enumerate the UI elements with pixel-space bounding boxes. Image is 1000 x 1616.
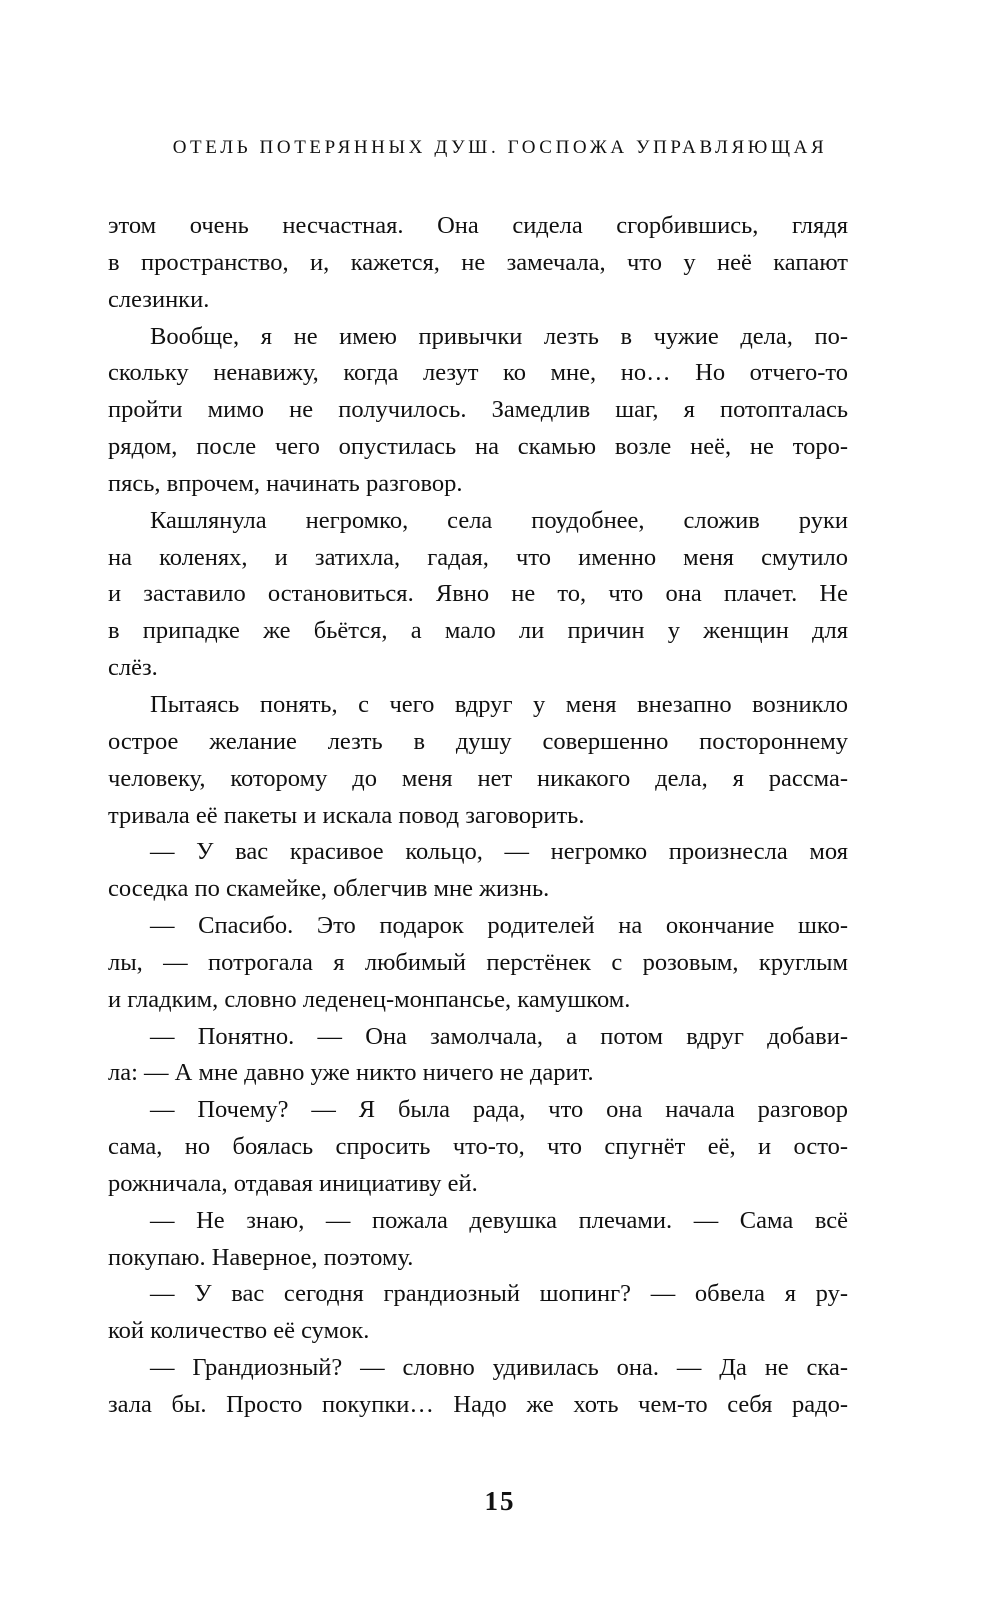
text-line: острое желание лезть в душу совершенно постороннему — [108, 727, 848, 755]
text-line: соседка по скамейке, облегчив мне жизнь. — [108, 875, 550, 903]
text-line: ла: — А мне давно уже никто ничего не дарит. — [108, 1059, 594, 1087]
text-line: зала бы. Просто покупки… Надо же хоть чем-то себя радо- — [108, 1391, 848, 1418]
text-line: пройти мимо не получилось. Замедлив шаг, я потопталась — [108, 396, 848, 424]
text-line: Кашлянула негромко, села поудобнее, сложив руки — [150, 506, 848, 534]
text-line: сама, но боялась спросить что-то, что спугнёт её, и осто- — [108, 1133, 848, 1161]
text-line: этом очень несчастная. Она сидела сгорбившись, глядя — [108, 212, 848, 239]
text-line: на коленях, и затихла, гадая, что именно меня смутило — [108, 543, 848, 571]
text-line: человеку, которому до меня нет никакого дела, я рассма- — [108, 764, 848, 792]
text-line: покупаю. Наверное, поэтому. — [108, 1243, 414, 1271]
text-line: Пытаясь понять, с чего вдруг у меня внезапно возникло — [150, 690, 848, 718]
text-line: в припадке же бьётся, а мало ли причин у женщин для — [108, 617, 848, 645]
text-line: — У вас красивое кольцо, — негромко произнесла моя — [150, 838, 848, 866]
text-line: — Спасибо. Это подарок родителей на окончание шко- — [150, 912, 848, 940]
running-header-title: ОТЕЛЬ ПОТЕРЯННЫХ ДУШ. ГОСПОЖА УПРАВЛЯЮЩАЯ — [172, 137, 828, 158]
text-line: в пространство, и, кажется, не замечала, что у неё капают — [108, 248, 848, 276]
text-line: скольку ненавижу, когда лезут ко мне, но… Но отчего-то — [108, 359, 848, 387]
text-line: рожничала, отдавая инициативу ей. — [108, 1169, 478, 1197]
text-line: и гладким, словно леденец-монпансье, камушком. — [108, 985, 631, 1013]
text-line: слезинки. — [108, 285, 210, 313]
text-line: лы, — потрогала я любимый перстёнек с розовым, круглым — [108, 948, 848, 976]
text-line: слёз. — [108, 654, 158, 682]
text-line: Вообще, я не имею привычки лезть в чужие дела, по- — [150, 322, 848, 350]
text-line: — Почему? — Я была рада, что она начала разговор — [150, 1096, 848, 1124]
text-line: — У вас сегодня грандиозный шопинг? — обвела я ру- — [150, 1280, 848, 1308]
body-text — [108, 208, 848, 1424]
text-line: — Понятно. — Она замолчала, а потом вдруг добави- — [150, 1022, 848, 1050]
text-line: тривала её пакеты и искала повод заговорить. — [108, 801, 585, 829]
text-line: кой количество её сумок. — [108, 1317, 370, 1345]
page-number: 15 — [484, 1486, 516, 1516]
text-line: пясь, впрочем, начинать разговор. — [108, 469, 463, 497]
text-line: — Не знаю, — пожала девушка плечами. — Сама всё — [150, 1206, 848, 1234]
text-line: — Грандиозный? — словно удивилась она. — Да не ска- — [150, 1354, 848, 1382]
text-line: рядом, после чего опустилась на скамью возле неё, не торо- — [108, 433, 848, 461]
text-line: и заставило остановиться. Явно не то, что она плачет. Не — [108, 580, 848, 608]
